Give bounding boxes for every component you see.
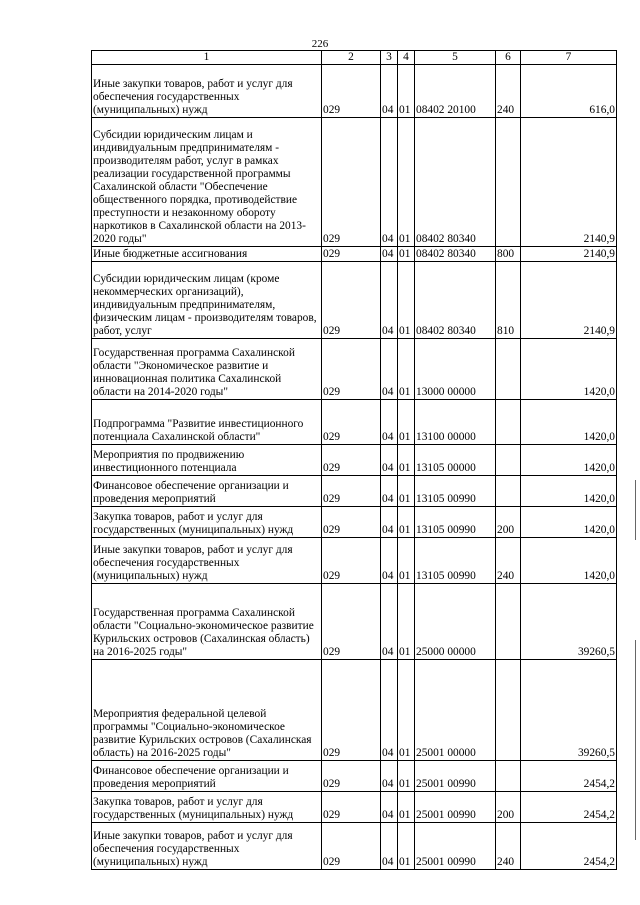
- table-row: [92, 538, 617, 584]
- row-target-article: 08402 80340: [415, 262, 496, 339]
- row-section-code: 04: [381, 400, 398, 445]
- row-subsection-code: 01: [398, 584, 415, 660]
- row-ved-code: 029: [322, 584, 381, 660]
- row-expense-type: [496, 660, 521, 761]
- row-expense-type: [496, 400, 521, 445]
- row-ved-code: 029: [322, 538, 381, 584]
- row-subsection-code: 01: [398, 792, 415, 823]
- row-expense-type: 200: [496, 792, 521, 823]
- row-name-cell: Подпрограмма "Развитие инвестиционного потенциала Сахалинской области": [92, 400, 322, 445]
- table-row: [92, 400, 617, 445]
- row-amount: 1420,0: [521, 445, 617, 476]
- row-ved-code: 029: [322, 823, 381, 870]
- table-row: [92, 65, 617, 118]
- row-target-article: 08402 20100: [415, 65, 496, 118]
- row-section-code: 04: [381, 823, 398, 870]
- scan-edge-mark: [635, 640, 636, 840]
- row-name-cell: Иные закупки товаров, работ и услуг для обеспечения государственных (муниципальных) нужд: [92, 823, 322, 870]
- scan-edge-mark: [635, 480, 636, 540]
- row-name-cell: Государственная программа Сахалинской области "Экономическое развитие и инновационная политика Сахалинской области на 2014-2020 годы": [92, 339, 322, 400]
- row-amount: 1420,0: [521, 400, 617, 445]
- row-name-cell: Финансовое обеспечение организации и проведения мероприятий: [92, 476, 322, 507]
- row-target-article: 13105 00990: [415, 507, 496, 538]
- row-section-code: 04: [381, 445, 398, 476]
- row-ved-code: 029: [322, 339, 381, 400]
- row-amount: 2140,9: [521, 247, 617, 262]
- row-subsection-code: 01: [398, 507, 415, 538]
- row-expense-type: [496, 445, 521, 476]
- row-section-code: 04: [381, 262, 398, 339]
- table-row: [92, 247, 617, 262]
- row-expense-type: 200: [496, 507, 521, 538]
- row-target-article: 25000 00000: [415, 584, 496, 660]
- row-subsection-code: 01: [398, 400, 415, 445]
- row-amount: 1420,0: [521, 476, 617, 507]
- row-expense-type: [496, 584, 521, 660]
- row-target-article: 08402 80340: [415, 247, 496, 262]
- budget-table: [91, 50, 617, 870]
- row-target-article: 13105 00000: [415, 445, 496, 476]
- row-amount: 2454,2: [521, 761, 617, 792]
- row-amount: 2454,2: [521, 823, 617, 870]
- row-subsection-code: 01: [398, 339, 415, 400]
- header-col-2: 2: [322, 51, 381, 65]
- table-row: [92, 339, 617, 400]
- row-expense-type: [496, 339, 521, 400]
- row-target-article: 13000 00000: [415, 339, 496, 400]
- row-ved-code: 029: [322, 507, 381, 538]
- row-subsection-code: 01: [398, 476, 415, 507]
- table-row: [92, 792, 617, 823]
- row-subsection-code: 01: [398, 247, 415, 262]
- row-section-code: 04: [381, 339, 398, 400]
- row-section-code: 04: [381, 584, 398, 660]
- row-target-article: 25001 00000: [415, 660, 496, 761]
- row-subsection-code: 01: [398, 118, 415, 247]
- row-name-cell: Мероприятия по продвижению инвестиционного потенциала: [92, 445, 322, 476]
- row-amount: 2140,9: [521, 118, 617, 247]
- row-amount: 1420,0: [521, 339, 617, 400]
- row-section-code: 04: [381, 65, 398, 118]
- row-expense-type: 810: [496, 262, 521, 339]
- row-ved-code: 029: [322, 445, 381, 476]
- table-row: [92, 660, 617, 761]
- row-ved-code: 029: [322, 400, 381, 445]
- row-ved-code: 029: [322, 262, 381, 339]
- row-ved-code: 029: [322, 792, 381, 823]
- table-row: [92, 823, 617, 870]
- row-target-article: 13105 00990: [415, 476, 496, 507]
- row-expense-type: 240: [496, 823, 521, 870]
- row-section-code: 04: [381, 507, 398, 538]
- row-target-article: 08402 80340: [415, 118, 496, 247]
- row-target-article: 25001 00990: [415, 761, 496, 792]
- row-subsection-code: 01: [398, 445, 415, 476]
- row-expense-type: 800: [496, 247, 521, 262]
- table-row: [92, 118, 617, 247]
- row-amount: 39260,5: [521, 660, 617, 761]
- row-expense-type: [496, 761, 521, 792]
- row-ved-code: 029: [322, 65, 381, 118]
- row-section-code: 04: [381, 476, 398, 507]
- row-amount: 39260,5: [521, 584, 617, 660]
- row-subsection-code: 01: [398, 65, 415, 118]
- table-row: [92, 262, 617, 339]
- row-expense-type: 240: [496, 538, 521, 584]
- row-ved-code: 029: [322, 660, 381, 761]
- row-expense-type: 240: [496, 65, 521, 118]
- header-col-6: 6: [496, 51, 521, 65]
- row-name-cell: Субсидии юридическим лицам и индивидуальным предпринимателям - производителям работ, услуг в рамках реализации государственной программы Сахалинской области "Обеспечение общественного порядка, противодействие преступности и незаконному обороту наркотиков в Сахалинской области на 2013-2020 годы": [92, 118, 322, 247]
- row-amount: 1420,0: [521, 538, 617, 584]
- header-col-4: 4: [398, 51, 415, 65]
- table-row: [92, 507, 617, 538]
- header-row: [92, 51, 617, 65]
- row-expense-type: [496, 118, 521, 247]
- row-name-cell: Мероприятия федеральной целевой программы "Социально-экономическое развитие Курильских островов (Сахалинская область) на 2016-2025 годы": [92, 660, 322, 761]
- row-name-cell: Субсидии юридическим лицам (кроме некоммерческих организаций), индивидуальным предпринимателям, физическим лицам - производителям товаров, работ, услуг: [92, 262, 322, 339]
- row-subsection-code: 01: [398, 823, 415, 870]
- header-col-1: 1: [92, 51, 322, 65]
- header-col-7: 7: [521, 51, 617, 65]
- row-name-cell: Финансовое обеспечение организации и проведения мероприятий: [92, 761, 322, 792]
- table-row: [92, 584, 617, 660]
- table-row: [92, 476, 617, 507]
- row-ved-code: 029: [322, 118, 381, 247]
- row-section-code: 04: [381, 660, 398, 761]
- row-section-code: 04: [381, 247, 398, 262]
- row-subsection-code: 01: [398, 538, 415, 584]
- table-row: [92, 761, 617, 792]
- row-name-cell: Государственная программа Сахалинской области "Социально-экономическое развитие Курильских островов (Сахалинская область) на 2016-2025 годы": [92, 584, 322, 660]
- row-ved-code: 029: [322, 476, 381, 507]
- header-col-3: 3: [381, 51, 398, 65]
- row-target-article: 13100 00000: [415, 400, 496, 445]
- row-target-article: 13105 00990: [415, 538, 496, 584]
- row-subsection-code: 01: [398, 660, 415, 761]
- row-name-cell: Иные закупки товаров, работ и услуг для обеспечения государственных (муниципальных) нужд: [92, 65, 322, 118]
- row-amount: 1420,0: [521, 507, 617, 538]
- row-amount: 616,0: [521, 65, 617, 118]
- table-row: [92, 445, 617, 476]
- row-name-cell: Иные бюджетные ассигнования: [92, 247, 322, 262]
- row-amount: 2454,2: [521, 792, 617, 823]
- row-subsection-code: 01: [398, 262, 415, 339]
- row-section-code: 04: [381, 118, 398, 247]
- row-ved-code: 029: [322, 247, 381, 262]
- row-name-cell: Иные закупки товаров, работ и услуг для обеспечения государственных (муниципальных) нужд: [92, 538, 322, 584]
- row-name-cell: Закупка товаров, работ и услуг для государственных (муниципальных) нужд: [92, 792, 322, 823]
- row-ved-code: 029: [322, 761, 381, 792]
- row-amount: 2140,9: [521, 262, 617, 339]
- row-target-article: 25001 00990: [415, 792, 496, 823]
- page-number: 226: [311, 38, 329, 50]
- row-name-cell: Закупка товаров, работ и услуг для государственных (муниципальных) нужд: [92, 507, 322, 538]
- row-target-article: 25001 00990: [415, 823, 496, 870]
- row-subsection-code: 01: [398, 761, 415, 792]
- header-col-5: 5: [415, 51, 496, 65]
- row-expense-type: [496, 476, 521, 507]
- row-section-code: 04: [381, 792, 398, 823]
- row-section-code: 04: [381, 538, 398, 584]
- row-section-code: 04: [381, 761, 398, 792]
